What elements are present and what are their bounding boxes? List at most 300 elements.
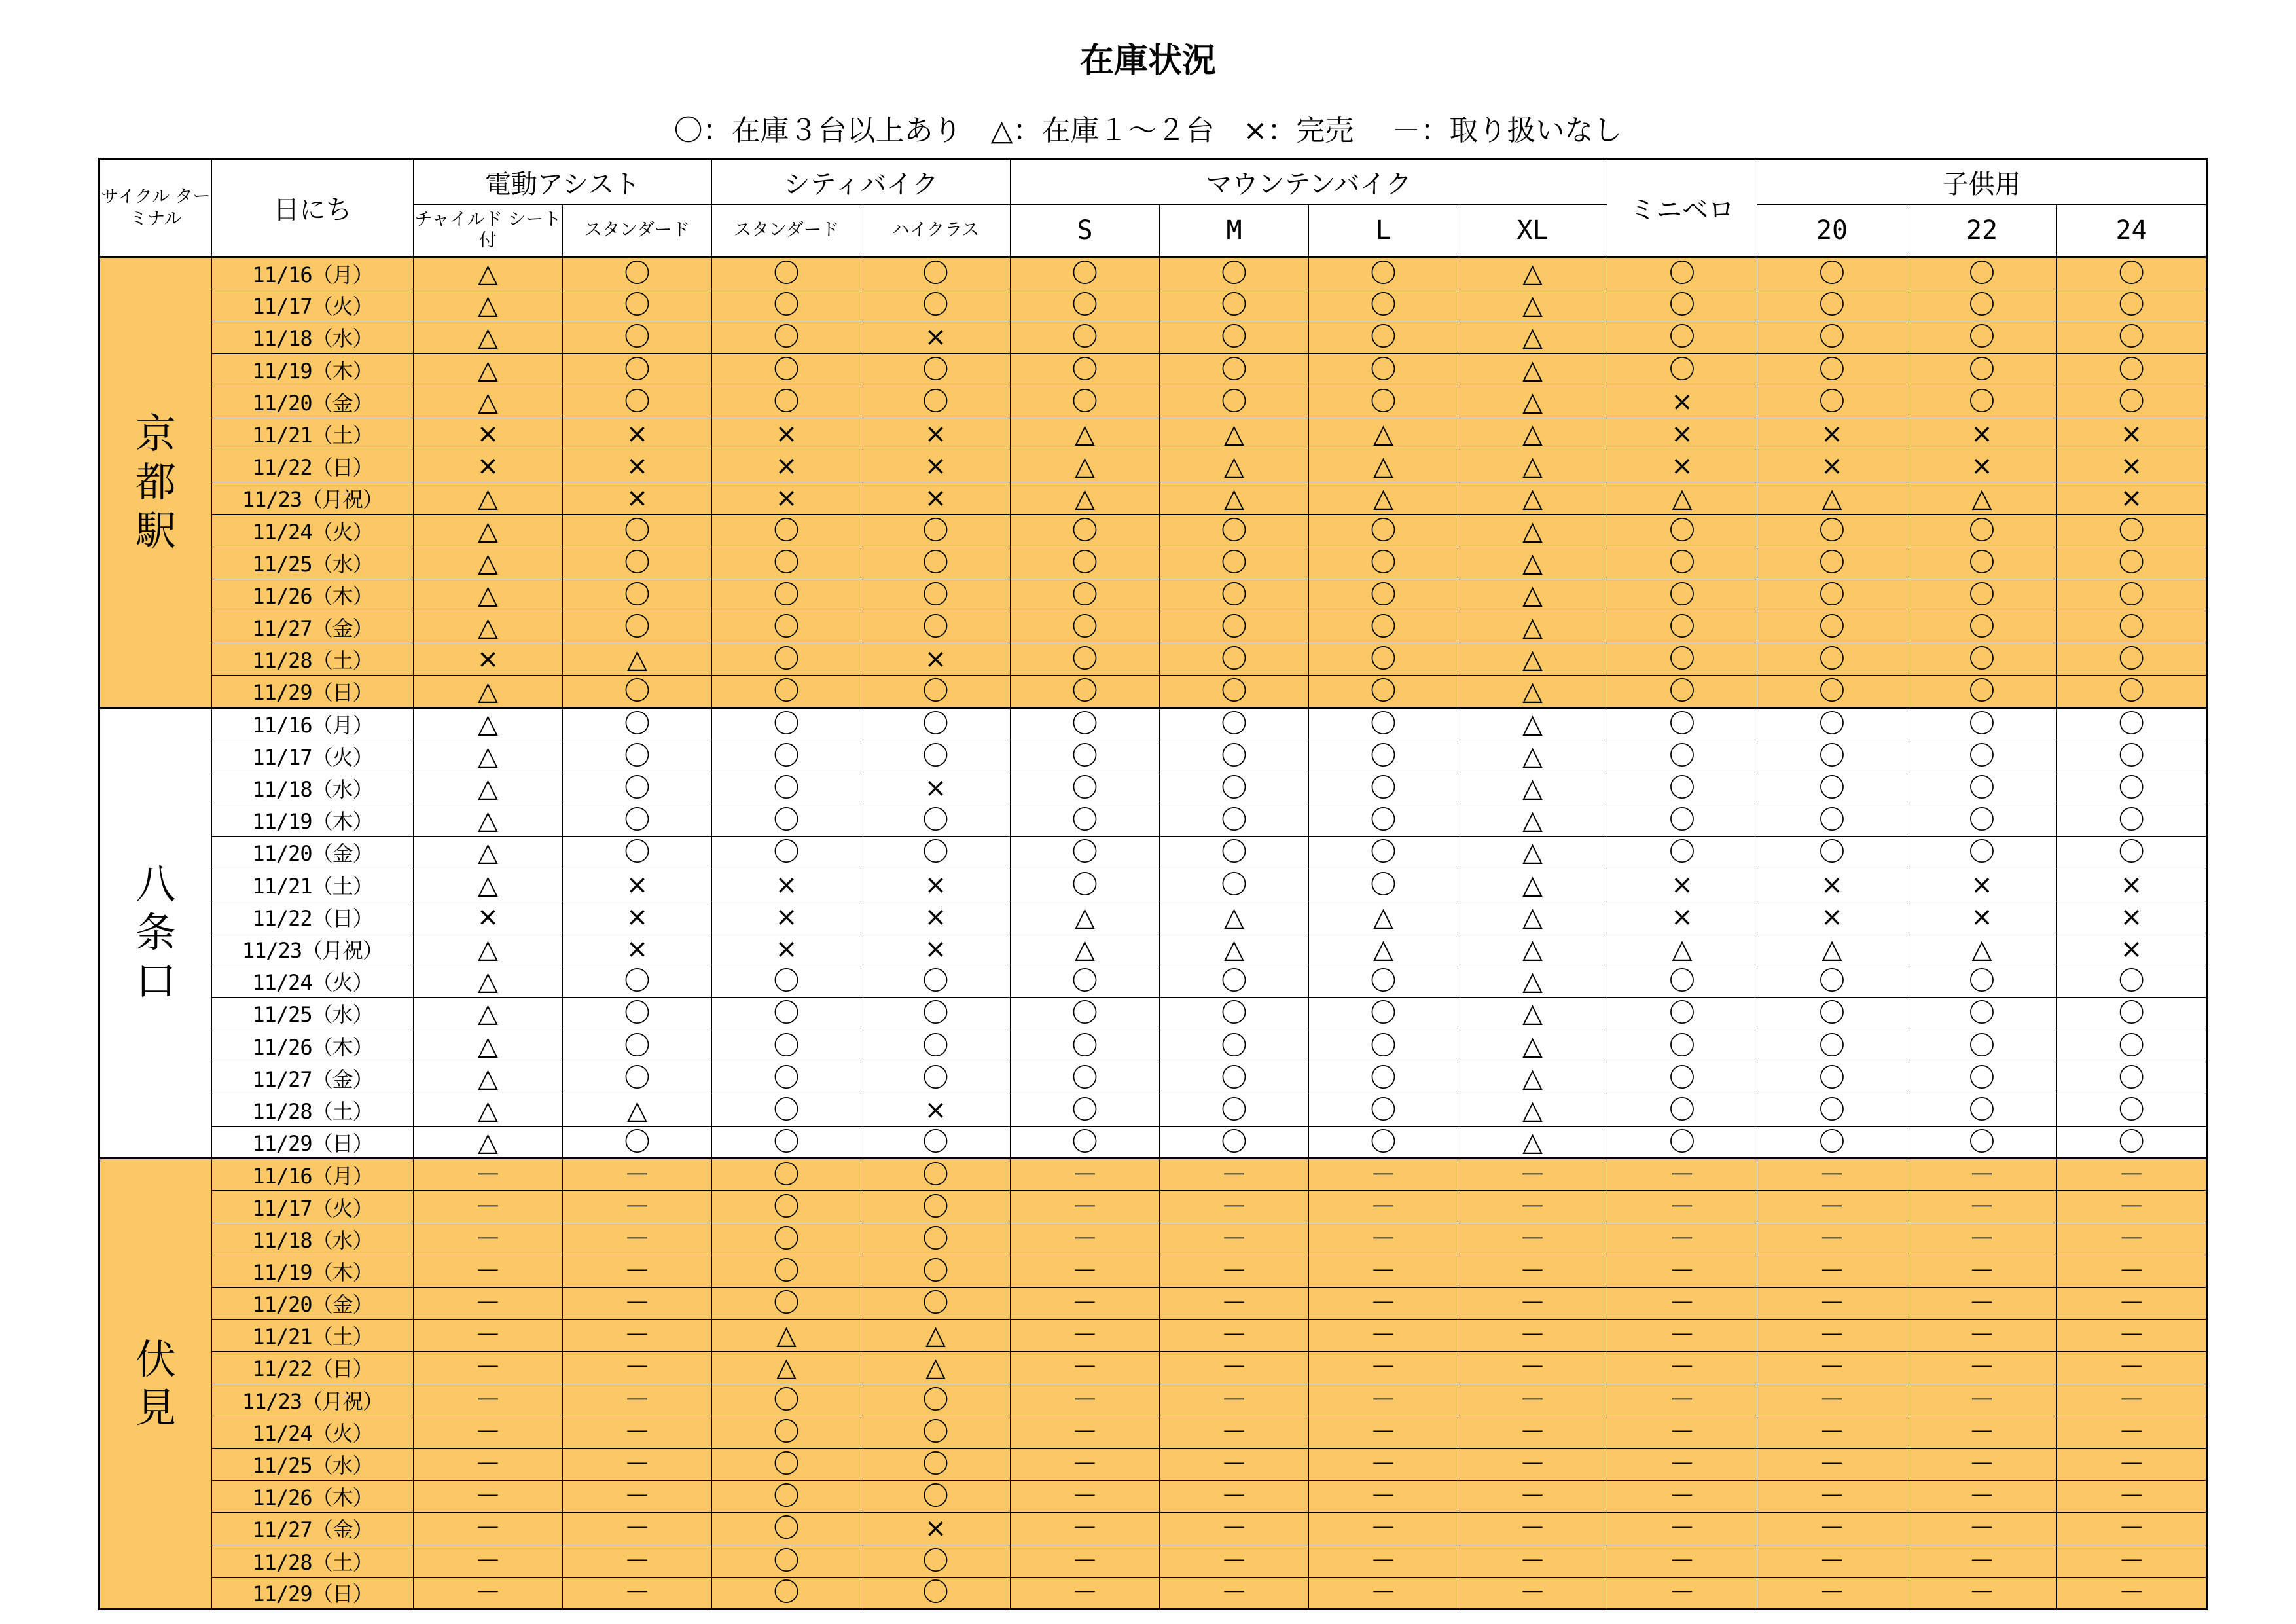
- stock-cell: 〇: [563, 386, 712, 418]
- stock-cell: ×: [712, 450, 861, 482]
- stock-cell: 〇: [1757, 965, 1907, 998]
- header-kids-20: 20: [1757, 205, 1907, 257]
- stock-cell: －: [1757, 1416, 1907, 1448]
- table-row: [99, 708, 2207, 740]
- stock-cell: 〇: [1160, 998, 1309, 1030]
- stock-cell: －: [2057, 1481, 2207, 1513]
- stock-cell: △: [414, 514, 563, 547]
- stock-cell: －: [1907, 1384, 2057, 1416]
- date-cell: 11/21（土）: [212, 1320, 414, 1352]
- stock-cell: 〇: [1011, 804, 1160, 837]
- stock-cell: 〇: [1757, 1030, 1907, 1062]
- stock-cell: △: [1757, 482, 1907, 514]
- date-cell: 11/22（日）: [212, 901, 414, 933]
- terminal-name: [99, 1159, 212, 1610]
- stock-cell: 〇: [1011, 547, 1160, 579]
- stock-cell: 〇: [1757, 611, 1907, 643]
- stock-cell: 〇: [1757, 772, 1907, 804]
- stock-cell: －: [414, 1223, 563, 1255]
- stock-cell: －: [2057, 1320, 2207, 1352]
- stock-cell: ×: [861, 418, 1011, 450]
- stock-cell: 〇: [1757, 643, 1907, 676]
- stock-cell: －: [1757, 1191, 1907, 1223]
- stock-cell: －: [1160, 1159, 1309, 1191]
- stock-cell: 〇: [861, 1384, 1011, 1416]
- stock-cell: ×: [2057, 933, 2207, 965]
- stock-cell: 〇: [861, 386, 1011, 418]
- stock-cell: △: [1458, 289, 1607, 321]
- stock-cell: 〇: [861, 837, 1011, 869]
- date-cell: 11/27（金）: [212, 1062, 414, 1094]
- stock-cell: ×: [2057, 901, 2207, 933]
- stock-cell: －: [1607, 1159, 1757, 1191]
- stock-cell: 〇: [1160, 611, 1309, 643]
- stock-cell: 〇: [1011, 1094, 1160, 1126]
- stock-cell: －: [1011, 1448, 1160, 1480]
- stock-cell: ×: [861, 1094, 1011, 1126]
- stock-cell: △: [861, 1352, 1011, 1384]
- stock-cell: －: [1458, 1384, 1607, 1416]
- stock-cell: －: [1607, 1416, 1757, 1448]
- stock-cell: －: [2057, 1159, 2207, 1191]
- date-cell: 11/29（日）: [212, 1577, 414, 1609]
- stock-cell: －: [1757, 1481, 1907, 1513]
- legend: 〇：在庫３台以上あり △：在庫１～２台 ×：完売 －：取り扱いなし: [673, 114, 1623, 147]
- stock-cell: △: [1160, 482, 1309, 514]
- stock-cell: 〇: [712, 998, 861, 1030]
- stock-cell: 〇: [1607, 708, 1757, 740]
- stock-cell: －: [1011, 1320, 1160, 1352]
- stock-cell: △: [1458, 450, 1607, 482]
- stock-cell: －: [1309, 1159, 1458, 1191]
- stock-cell: －: [1757, 1288, 1907, 1320]
- date-cell: 11/26（木）: [212, 1030, 414, 1062]
- stock-cell: 〇: [2057, 772, 2207, 804]
- stock-cell: －: [1757, 1577, 1907, 1609]
- stock-cell: 〇: [1011, 740, 1160, 772]
- terminal-label: 伏見: [135, 1335, 177, 1432]
- stock-cell: ×: [1607, 901, 1757, 933]
- stock-cell: ×: [1907, 450, 2057, 482]
- stock-cell: 〇: [1011, 353, 1160, 386]
- table-row: [99, 1191, 2207, 1223]
- stock-cell: 〇: [2057, 1062, 2207, 1094]
- stock-cell: △: [414, 386, 563, 418]
- table-row: [99, 1030, 2207, 1062]
- stock-cell: △: [1607, 933, 1757, 965]
- stock-cell: 〇: [2057, 547, 2207, 579]
- stock-cell: △: [1458, 643, 1607, 676]
- stock-cell: 〇: [712, 1577, 861, 1609]
- stock-cell: －: [414, 1159, 563, 1191]
- stock-cell: 〇: [1309, 353, 1458, 386]
- stock-cell: ×: [712, 869, 861, 901]
- header-size-xl: XL: [1458, 205, 1607, 257]
- stock-cell: －: [1757, 1255, 1907, 1287]
- date-cell: 11/17（火）: [212, 740, 414, 772]
- stock-cell: △: [712, 1320, 861, 1352]
- stock-cell: 〇: [712, 1127, 861, 1159]
- stock-cell: 〇: [1309, 579, 1458, 611]
- header-date: 日にち: [212, 159, 414, 257]
- stock-cell: 〇: [712, 514, 861, 547]
- stock-cell: －: [1160, 1352, 1309, 1384]
- stock-cell: 〇: [1607, 611, 1757, 643]
- table-row: [99, 353, 2207, 386]
- stock-cell: ×: [1607, 386, 1757, 418]
- stock-cell: ×: [1607, 418, 1757, 450]
- date-cell: 11/24（火）: [212, 514, 414, 547]
- table-row: [99, 676, 2207, 708]
- stock-cell: △: [1160, 901, 1309, 933]
- stock-cell: 〇: [1907, 289, 2057, 321]
- stock-cell: 〇: [1607, 804, 1757, 837]
- stock-cell: 〇: [1160, 804, 1309, 837]
- date-cell: 11/22（日）: [212, 1352, 414, 1384]
- stock-cell: 〇: [712, 1513, 861, 1545]
- stock-cell: 〇: [1757, 740, 1907, 772]
- stock-cell: 〇: [861, 804, 1011, 837]
- stock-cell: 〇: [1160, 257, 1309, 289]
- stock-cell: －: [1011, 1191, 1160, 1223]
- date-cell: 11/20（金）: [212, 386, 414, 418]
- stock-cell: △: [1160, 450, 1309, 482]
- stock-cell: －: [1011, 1545, 1160, 1577]
- stock-cell: △: [1607, 482, 1757, 514]
- stock-cell: ×: [861, 901, 1011, 933]
- stock-cell: 〇: [861, 1127, 1011, 1159]
- stock-cell: －: [1309, 1352, 1458, 1384]
- stock-cell: －: [1607, 1255, 1757, 1287]
- stock-cell: 〇: [1757, 837, 1907, 869]
- stock-cell: 〇: [712, 353, 861, 386]
- stock-cell: 〇: [1607, 547, 1757, 579]
- stock-cell: ×: [2057, 482, 2207, 514]
- header-group-kids: 子供用: [1757, 159, 2207, 205]
- stock-cell: 〇: [1160, 1062, 1309, 1094]
- stock-cell: －: [1309, 1288, 1458, 1320]
- stock-cell: 〇: [2057, 965, 2207, 998]
- stock-cell: 〇: [1907, 1094, 2057, 1126]
- stock-cell: 〇: [1309, 1062, 1458, 1094]
- terminal-name: [99, 708, 212, 1159]
- header-group-mountain: マウンテンバイク: [1011, 159, 1607, 205]
- stock-cell: 〇: [712, 1030, 861, 1062]
- header-kids-24: 24: [2057, 205, 2207, 257]
- stock-cell: －: [1458, 1191, 1607, 1223]
- stock-cell: 〇: [2057, 514, 2207, 547]
- stock-cell: 〇: [2057, 1030, 2207, 1062]
- date-cell: 11/18（水）: [212, 772, 414, 804]
- table-row: [99, 1223, 2207, 1255]
- stock-cell: －: [2057, 1545, 2207, 1577]
- header-city-highclass: ハイクラス: [861, 205, 1011, 257]
- stock-cell: 〇: [861, 1159, 1011, 1191]
- stock-cell: ×: [861, 1513, 1011, 1545]
- stock-cell: △: [1458, 418, 1607, 450]
- stock-cell: △: [1458, 482, 1607, 514]
- stock-cell: △: [1309, 450, 1458, 482]
- stock-cell: 〇: [563, 1127, 712, 1159]
- stock-cell: －: [414, 1320, 563, 1352]
- stock-table: [98, 158, 2208, 1610]
- stock-cell: 〇: [861, 1545, 1011, 1577]
- table-row: [99, 547, 2207, 579]
- stock-cell: △: [1011, 482, 1160, 514]
- stock-cell: 〇: [2057, 1127, 2207, 1159]
- stock-cell: △: [1458, 804, 1607, 837]
- stock-cell: △: [1458, 740, 1607, 772]
- stock-cell: 〇: [861, 965, 1011, 998]
- stock-cell: 〇: [1011, 289, 1160, 321]
- stock-cell: △: [1458, 353, 1607, 386]
- stock-cell: －: [1309, 1448, 1458, 1480]
- stock-cell: －: [563, 1191, 712, 1223]
- date-cell: 11/25（水）: [212, 1448, 414, 1480]
- stock-cell: 〇: [1309, 386, 1458, 418]
- date-cell: 11/19（木）: [212, 804, 414, 837]
- stock-cell: －: [1309, 1255, 1458, 1287]
- stock-cell: 〇: [861, 1288, 1011, 1320]
- header-child-seat: チャイルド シート付: [414, 205, 563, 257]
- stock-cell: 〇: [563, 740, 712, 772]
- stock-cell: 〇: [712, 321, 861, 353]
- table-row: [99, 579, 2207, 611]
- stock-cell: 〇: [1160, 869, 1309, 901]
- table-row: [99, 1288, 2207, 1320]
- stock-cell: －: [1907, 1255, 2057, 1287]
- stock-cell: △: [414, 321, 563, 353]
- stock-cell: ×: [414, 643, 563, 676]
- stock-cell: 〇: [1607, 514, 1757, 547]
- stock-cell: 〇: [1011, 611, 1160, 643]
- table-row: [99, 965, 2207, 998]
- header-size-l: L: [1309, 205, 1458, 257]
- stock-cell: 〇: [563, 257, 712, 289]
- stock-cell: 〇: [861, 611, 1011, 643]
- stock-cell: －: [563, 1384, 712, 1416]
- stock-cell: 〇: [2057, 611, 2207, 643]
- stock-cell: ×: [563, 901, 712, 933]
- table-row: [99, 418, 2207, 450]
- stock-cell: △: [1458, 514, 1607, 547]
- table-row: [99, 257, 2207, 289]
- stock-cell: 〇: [1011, 837, 1160, 869]
- stock-cell: △: [414, 804, 563, 837]
- stock-cell: △: [414, 611, 563, 643]
- date-cell: 11/17（火）: [212, 289, 414, 321]
- stock-cell: ×: [563, 450, 712, 482]
- date-cell: 11/28（土）: [212, 643, 414, 676]
- table-row: [99, 1448, 2207, 1480]
- stock-cell: △: [414, 772, 563, 804]
- stock-cell: 〇: [1160, 837, 1309, 869]
- stock-cell: －: [1607, 1545, 1757, 1577]
- stock-cell: 〇: [712, 772, 861, 804]
- stock-cell: 〇: [1757, 257, 1907, 289]
- stock-cell: △: [1907, 482, 2057, 514]
- stock-cell: 〇: [1607, 837, 1757, 869]
- stock-cell: ×: [563, 869, 712, 901]
- date-cell: 11/19（木）: [212, 1255, 414, 1287]
- stock-cell: 〇: [1907, 386, 2057, 418]
- date-cell: 11/24（火）: [212, 965, 414, 998]
- stock-cell: 〇: [563, 998, 712, 1030]
- stock-cell: 〇: [1757, 289, 1907, 321]
- stock-cell: －: [1607, 1384, 1757, 1416]
- stock-cell: △: [414, 676, 563, 708]
- stock-cell: △: [414, 353, 563, 386]
- stock-cell: △: [1458, 547, 1607, 579]
- stock-cell: △: [1458, 772, 1607, 804]
- stock-cell: －: [563, 1288, 712, 1320]
- stock-cell: ×: [1607, 450, 1757, 482]
- stock-cell: －: [1160, 1481, 1309, 1513]
- stock-cell: △: [1458, 257, 1607, 289]
- stock-cell: △: [1458, 837, 1607, 869]
- section-0: [99, 257, 2207, 708]
- table-row: [99, 514, 2207, 547]
- date-cell: 11/17（火）: [212, 1191, 414, 1223]
- stock-cell: －: [2057, 1577, 2207, 1609]
- table-row: [99, 1352, 2207, 1384]
- stock-cell: 〇: [1607, 321, 1757, 353]
- stock-cell: 〇: [1607, 965, 1757, 998]
- stock-cell: －: [1458, 1320, 1607, 1352]
- date-cell: 11/28（土）: [212, 1545, 414, 1577]
- stock-cell: －: [1458, 1288, 1607, 1320]
- stock-cell: 〇: [1907, 579, 2057, 611]
- date-cell: 11/25（水）: [212, 998, 414, 1030]
- stock-cell: △: [414, 1127, 563, 1159]
- stock-cell: 〇: [1607, 289, 1757, 321]
- stock-cell: 〇: [563, 547, 712, 579]
- stock-cell: －: [1309, 1223, 1458, 1255]
- stock-cell: 〇: [1160, 321, 1309, 353]
- stock-cell: －: [1160, 1384, 1309, 1416]
- stock-cell: 〇: [1757, 353, 1907, 386]
- stock-cell: 〇: [1309, 869, 1458, 901]
- stock-cell: －: [1757, 1513, 1907, 1545]
- stock-cell: △: [414, 289, 563, 321]
- stock-cell: －: [1309, 1481, 1458, 1513]
- stock-cell: △: [712, 1352, 861, 1384]
- stock-cell: ×: [1757, 450, 1907, 482]
- stock-cell: ×: [861, 482, 1011, 514]
- stock-cell: 〇: [1160, 643, 1309, 676]
- table-row: [99, 1255, 2207, 1287]
- stock-cell: －: [1011, 1255, 1160, 1287]
- stock-cell: 〇: [1160, 740, 1309, 772]
- stock-cell: 〇: [1309, 514, 1458, 547]
- stock-cell: 〇: [861, 579, 1011, 611]
- stock-cell: 〇: [712, 1062, 861, 1094]
- stock-cell: －: [1011, 1159, 1160, 1191]
- stock-cell: △: [1458, 579, 1607, 611]
- date-cell: 11/25（水）: [212, 547, 414, 579]
- stock-cell: 〇: [1757, 514, 1907, 547]
- stock-cell: －: [1160, 1448, 1309, 1480]
- stock-cell: －: [1458, 1255, 1607, 1287]
- stock-cell: ×: [861, 321, 1011, 353]
- table-row: [99, 901, 2207, 933]
- stock-cell: －: [414, 1513, 563, 1545]
- header-group-electric: 電動アシスト: [414, 159, 712, 205]
- stock-cell: －: [563, 1352, 712, 1384]
- stock-cell: △: [414, 579, 563, 611]
- stock-cell: －: [1309, 1577, 1458, 1609]
- header-electric-standard: スタンダード: [563, 205, 712, 257]
- stock-cell: 〇: [563, 321, 712, 353]
- stock-cell: △: [414, 257, 563, 289]
- stock-cell: 〇: [563, 772, 712, 804]
- stock-cell: 〇: [1309, 1127, 1458, 1159]
- stock-cell: 〇: [1607, 353, 1757, 386]
- stock-cell: 〇: [563, 514, 712, 547]
- stock-cell: 〇: [1011, 998, 1160, 1030]
- stock-cell: －: [1757, 1159, 1907, 1191]
- stock-cell: 〇: [1309, 740, 1458, 772]
- terminal-label: 京都駅: [135, 409, 177, 554]
- stock-cell: －: [1907, 1159, 2057, 1191]
- stock-cell: 〇: [1011, 643, 1160, 676]
- date-cell: 11/16（月）: [212, 708, 414, 740]
- stock-cell: 〇: [2057, 1094, 2207, 1126]
- stock-cell: 〇: [861, 1416, 1011, 1448]
- stock-cell: 〇: [1907, 257, 2057, 289]
- stock-cell: △: [1907, 933, 2057, 965]
- stock-cell: ×: [861, 869, 1011, 901]
- stock-cell: △: [1458, 869, 1607, 901]
- stock-cell: △: [1458, 386, 1607, 418]
- stock-cell: △: [414, 965, 563, 998]
- stock-cell: △: [1458, 611, 1607, 643]
- stock-cell: －: [1607, 1448, 1757, 1480]
- date-cell: 11/24（火）: [212, 1416, 414, 1448]
- stock-cell: －: [1458, 1481, 1607, 1513]
- stock-cell: －: [1309, 1513, 1458, 1545]
- stock-cell: 〇: [861, 1448, 1011, 1480]
- stock-cell: 〇: [1160, 514, 1309, 547]
- stock-cell: 〇: [712, 579, 861, 611]
- stock-cell: △: [1458, 998, 1607, 1030]
- header-size-m: M: [1160, 205, 1309, 257]
- stock-cell: －: [414, 1255, 563, 1287]
- stock-cell: －: [1011, 1513, 1160, 1545]
- stock-cell: －: [1458, 1223, 1607, 1255]
- stock-cell: 〇: [861, 257, 1011, 289]
- stock-cell: 〇: [861, 1481, 1011, 1513]
- stock-cell: 〇: [712, 1191, 861, 1223]
- stock-cell: －: [563, 1481, 712, 1513]
- stock-cell: －: [1011, 1352, 1160, 1384]
- stock-cell: △: [414, 998, 563, 1030]
- stock-cell: 〇: [861, 708, 1011, 740]
- stock-cell: 〇: [2057, 257, 2207, 289]
- stock-cell: 〇: [563, 804, 712, 837]
- stock-cell: 〇: [1160, 1094, 1309, 1126]
- stock-cell: －: [2057, 1255, 2207, 1287]
- stock-cell: 〇: [1011, 772, 1160, 804]
- stock-cell: △: [1458, 708, 1607, 740]
- stock-cell: ×: [712, 482, 861, 514]
- stock-cell: 〇: [2057, 643, 2207, 676]
- stock-cell: 〇: [712, 643, 861, 676]
- stock-cell: ×: [1907, 869, 2057, 901]
- stock-cell: △: [1458, 1030, 1607, 1062]
- stock-cell: －: [2057, 1513, 2207, 1545]
- stock-cell: －: [563, 1448, 712, 1480]
